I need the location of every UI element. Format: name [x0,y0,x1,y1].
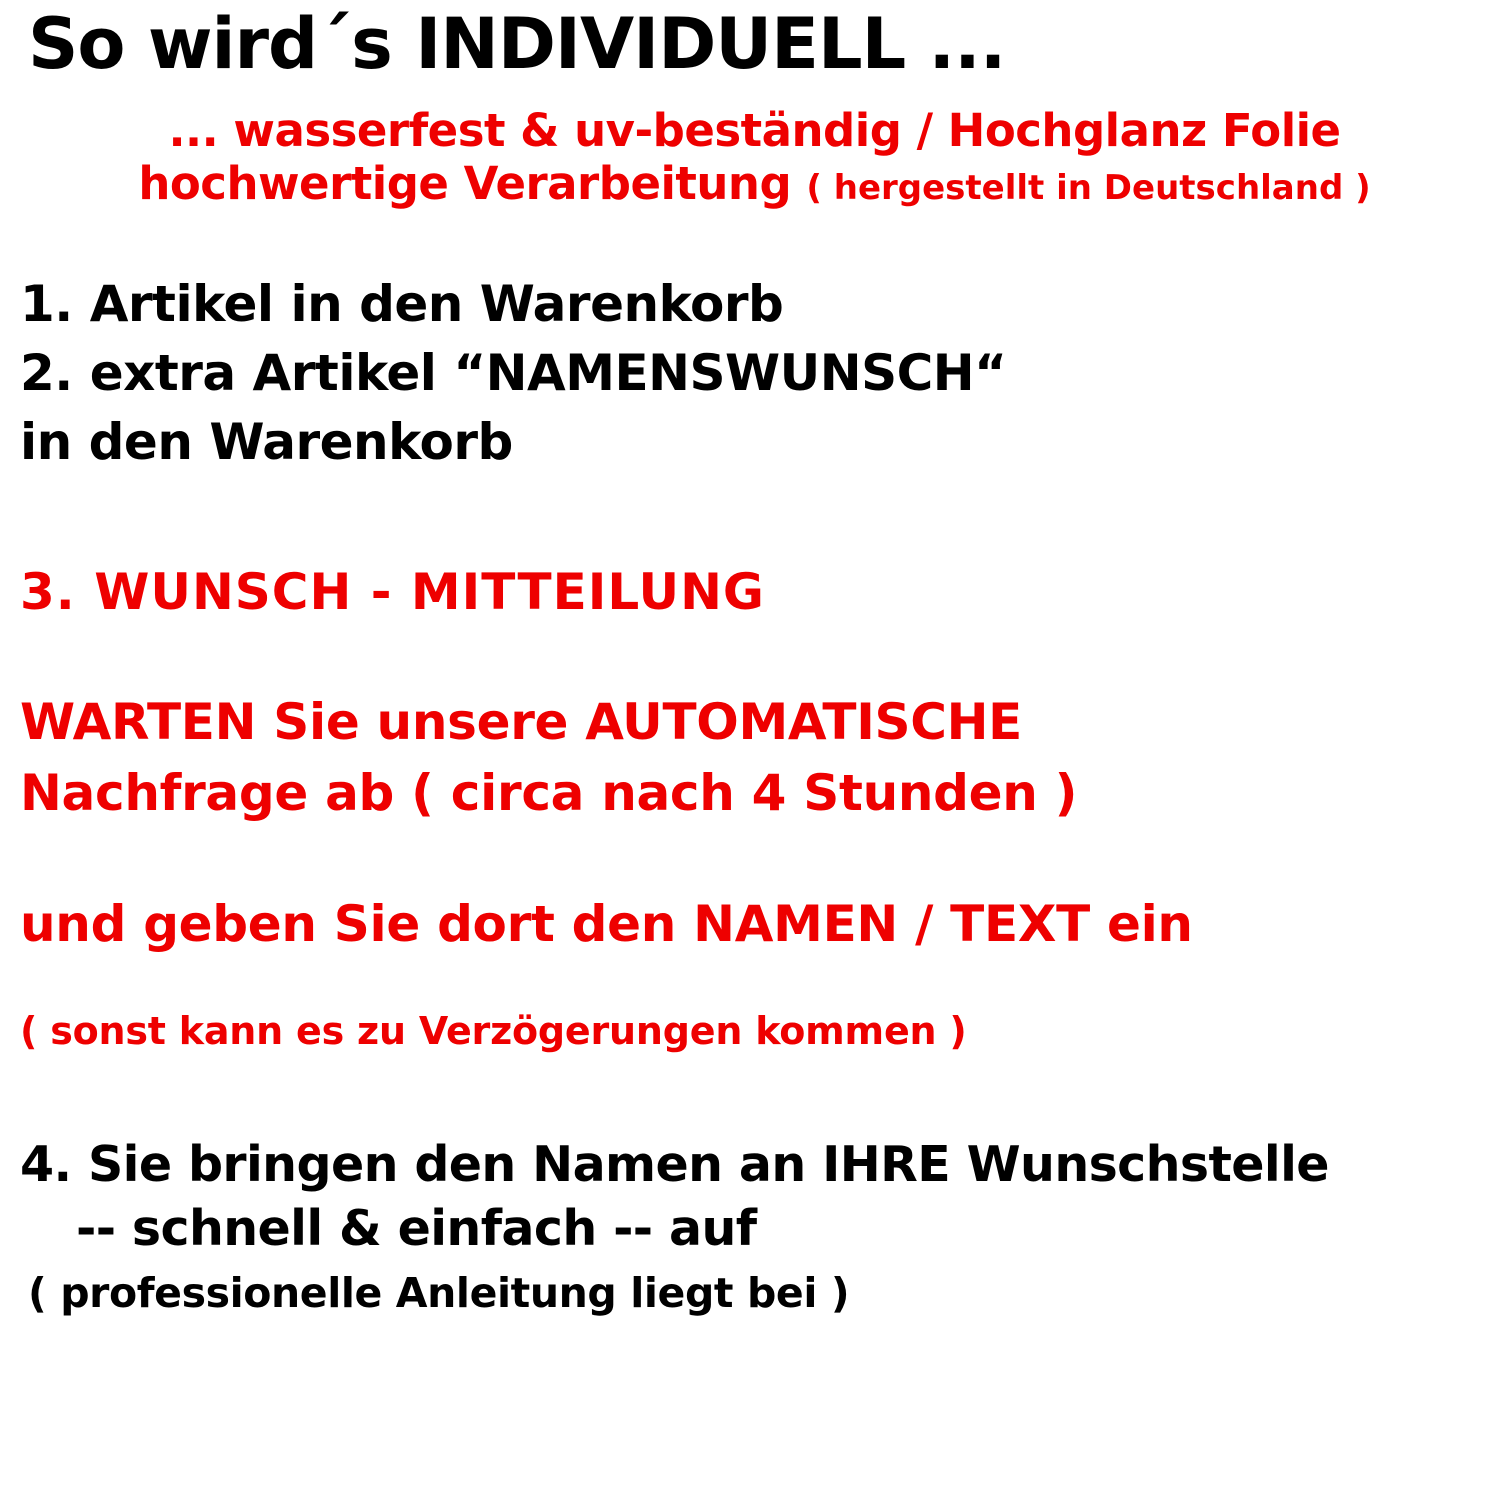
instruction-poster [0,3,1499,1508]
subtitle-line-2 [14,157,1485,210]
wait-instruction-line-2: Nachfrage ab ( circa nach 4 Stunden ) [20,763,1078,822]
step-3-heading: 3. WUNSCH - MITTEILUNG [20,562,765,621]
step-4-block [20,1133,1485,1320]
step-2: 2. extra Artikel “NAMENSWUNSCH“ [20,343,1007,402]
step-4-note: ( professionelle Anleitung liegt bei ) [28,1269,850,1318]
wait-instruction-block [20,687,1485,829]
step-2-continuation: in den Warenkorb [20,412,513,471]
enter-name-instruction: und geben Sie dort den NAMEN / TEXT ein [20,894,1193,953]
page-title: So wird´s INDIVIDUELL ... [28,3,1006,85]
step-4-line-2: -- schnell & einfach -- auf [76,1200,757,1258]
wait-instruction-line-1: WARTEN Sie unsere AUTOMATISCHE [20,692,1023,751]
delay-note: ( sonst kann es zu Verzögerungen kommen ) [20,1008,967,1053]
step-4-line-1: 4. Sie bringen den Namen an IHRE Wunschstelle [20,1135,1329,1193]
step-1: 1. Artikel in den Warenkorb [20,274,784,333]
subtitle-line-2-main: hochwertige Verarbeitung [138,156,792,210]
subtitle-line-1: ... wasserfest & uv-beständig / Hochglanz Folie [168,103,1341,157]
subtitle-block [14,104,1485,210]
steps-list-black [20,270,1485,477]
subtitle-line-2-note: ( hergestellt in Deutschland ) [806,167,1371,208]
